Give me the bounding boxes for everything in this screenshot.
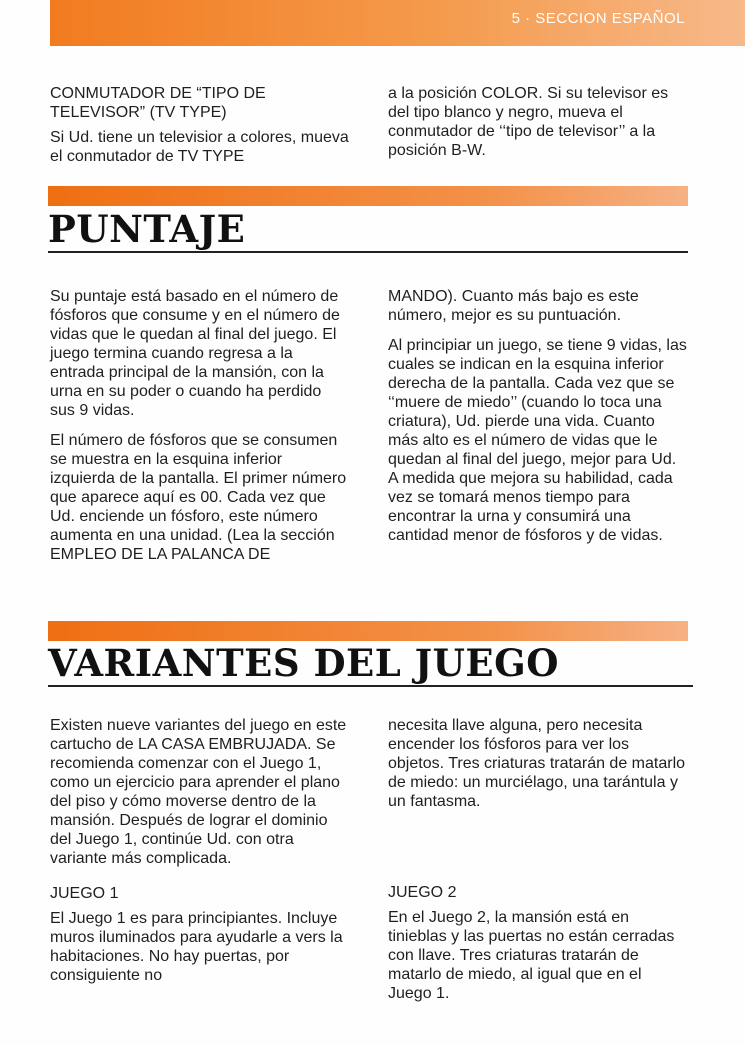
juego2-heading: JUEGO 2 bbox=[388, 884, 457, 901]
puntaje-bar bbox=[48, 186, 688, 206]
juego1-paragraph: El Juego 1 es para principiantes. Incluye muros iluminados para ayudarle a vers la habitaciones. No hay puertas, por consiguiente no bbox=[50, 910, 343, 984]
puntaje-paragraph-4: Al principiar un juego, se tiene 9 vidas, las cuales se indican en la esquina inferior derecha de la pantalla. Cada vez que se ‘‘muere de miedo’’ (cuando lo toca una criatura), Ud. pierde una vida. Cuanto más alto es el número de vidas que le quedan al final del juego, mejor para Ud. A medida que mejora su habilidad, cada vez se tomará menos tiempo para encontrar la urna y consumirá una cantidad menor de fósforos y de vidas. bbox=[388, 337, 687, 544]
top-left-column bbox=[50, 84, 350, 177]
puntaje-right-column bbox=[388, 287, 688, 556]
variantes-paragraph-1: Existen nueve variantes del juego en este cartucho de LA CASA EMBRUJADA. Se recomienda comenzar con el Juego 1, como un ejercicio para aprender el plano del piso y cómo moverse dentro de la mansión. Después de lograr el dominio del Juego 1, continúe Ud. con otra variante más complicada. bbox=[50, 717, 347, 867]
tv-type-paragraph: Si Ud. tiene un televisior a colores, mueva el conmutador de TV TYPE bbox=[50, 129, 349, 165]
variantes-right-column bbox=[388, 716, 688, 1014]
puntaje-paragraph-1: Su puntaje está basado en el número de fósforos que consume y en el número de vidas que le quedan al final del juego. El juego termina cuando regresa a la entrada principal de la mansión, con la urna en su poder o cuando ha perdido sus 9 vidas. bbox=[50, 288, 340, 419]
tv-type-continued: a la posición COLOR. Si su televisor es del tipo blanco y negro, mueva el conmutador de ‘‘tipo de televisor’’ a la posición B-W. bbox=[388, 85, 669, 159]
variantes-title: VARIANTES DEL JUEGO bbox=[48, 641, 559, 685]
variantes-bar bbox=[48, 621, 688, 641]
variantes-rule bbox=[48, 685, 693, 687]
puntaje-title: PUNTAJE bbox=[48, 207, 246, 251]
juego1-heading: JUEGO 1 bbox=[50, 885, 119, 902]
variantes-left-column bbox=[50, 716, 350, 996]
section-label: 5 · SECCION ESPAÑOL bbox=[511, 10, 685, 27]
puntaje-left-column bbox=[50, 287, 350, 575]
tv-type-heading: CONMUTADOR DE “TIPO DE TELEVISOR” (TV TYPE) bbox=[50, 85, 266, 121]
header-bar bbox=[50, 0, 745, 46]
puntaje-rule bbox=[48, 251, 688, 253]
variantes-paragraph-2: necesita llave alguna, pero necesita encender los fósforos para ver los objetos. Tres criaturas tratarán de matarlo de miedo: un murciélago, una tarántula y un fantasma. bbox=[388, 717, 686, 810]
top-right-column bbox=[388, 84, 693, 171]
juego2-paragraph: En el Juego 2, la mansión está en tinieblas y las puertas no están cerradas con llave. Tres criaturas tratarán de matarlo de miedo, al igual que en el Juego 1. bbox=[388, 909, 675, 1002]
puntaje-paragraph-2: El número de fósforos que se consumen se muestra en la esquina inferior izquierda de la pantalla. El primer número que aparece aquí es 00. Cada vez que Ud. enciende un fósforo, este número aumenta en una unidad. (Lea la sección EMPLEO DE LA PALANCA DE bbox=[50, 432, 347, 563]
puntaje-paragraph-3: MANDO). Cuanto más bajo es este número, mejor es su puntuación. bbox=[388, 288, 639, 324]
